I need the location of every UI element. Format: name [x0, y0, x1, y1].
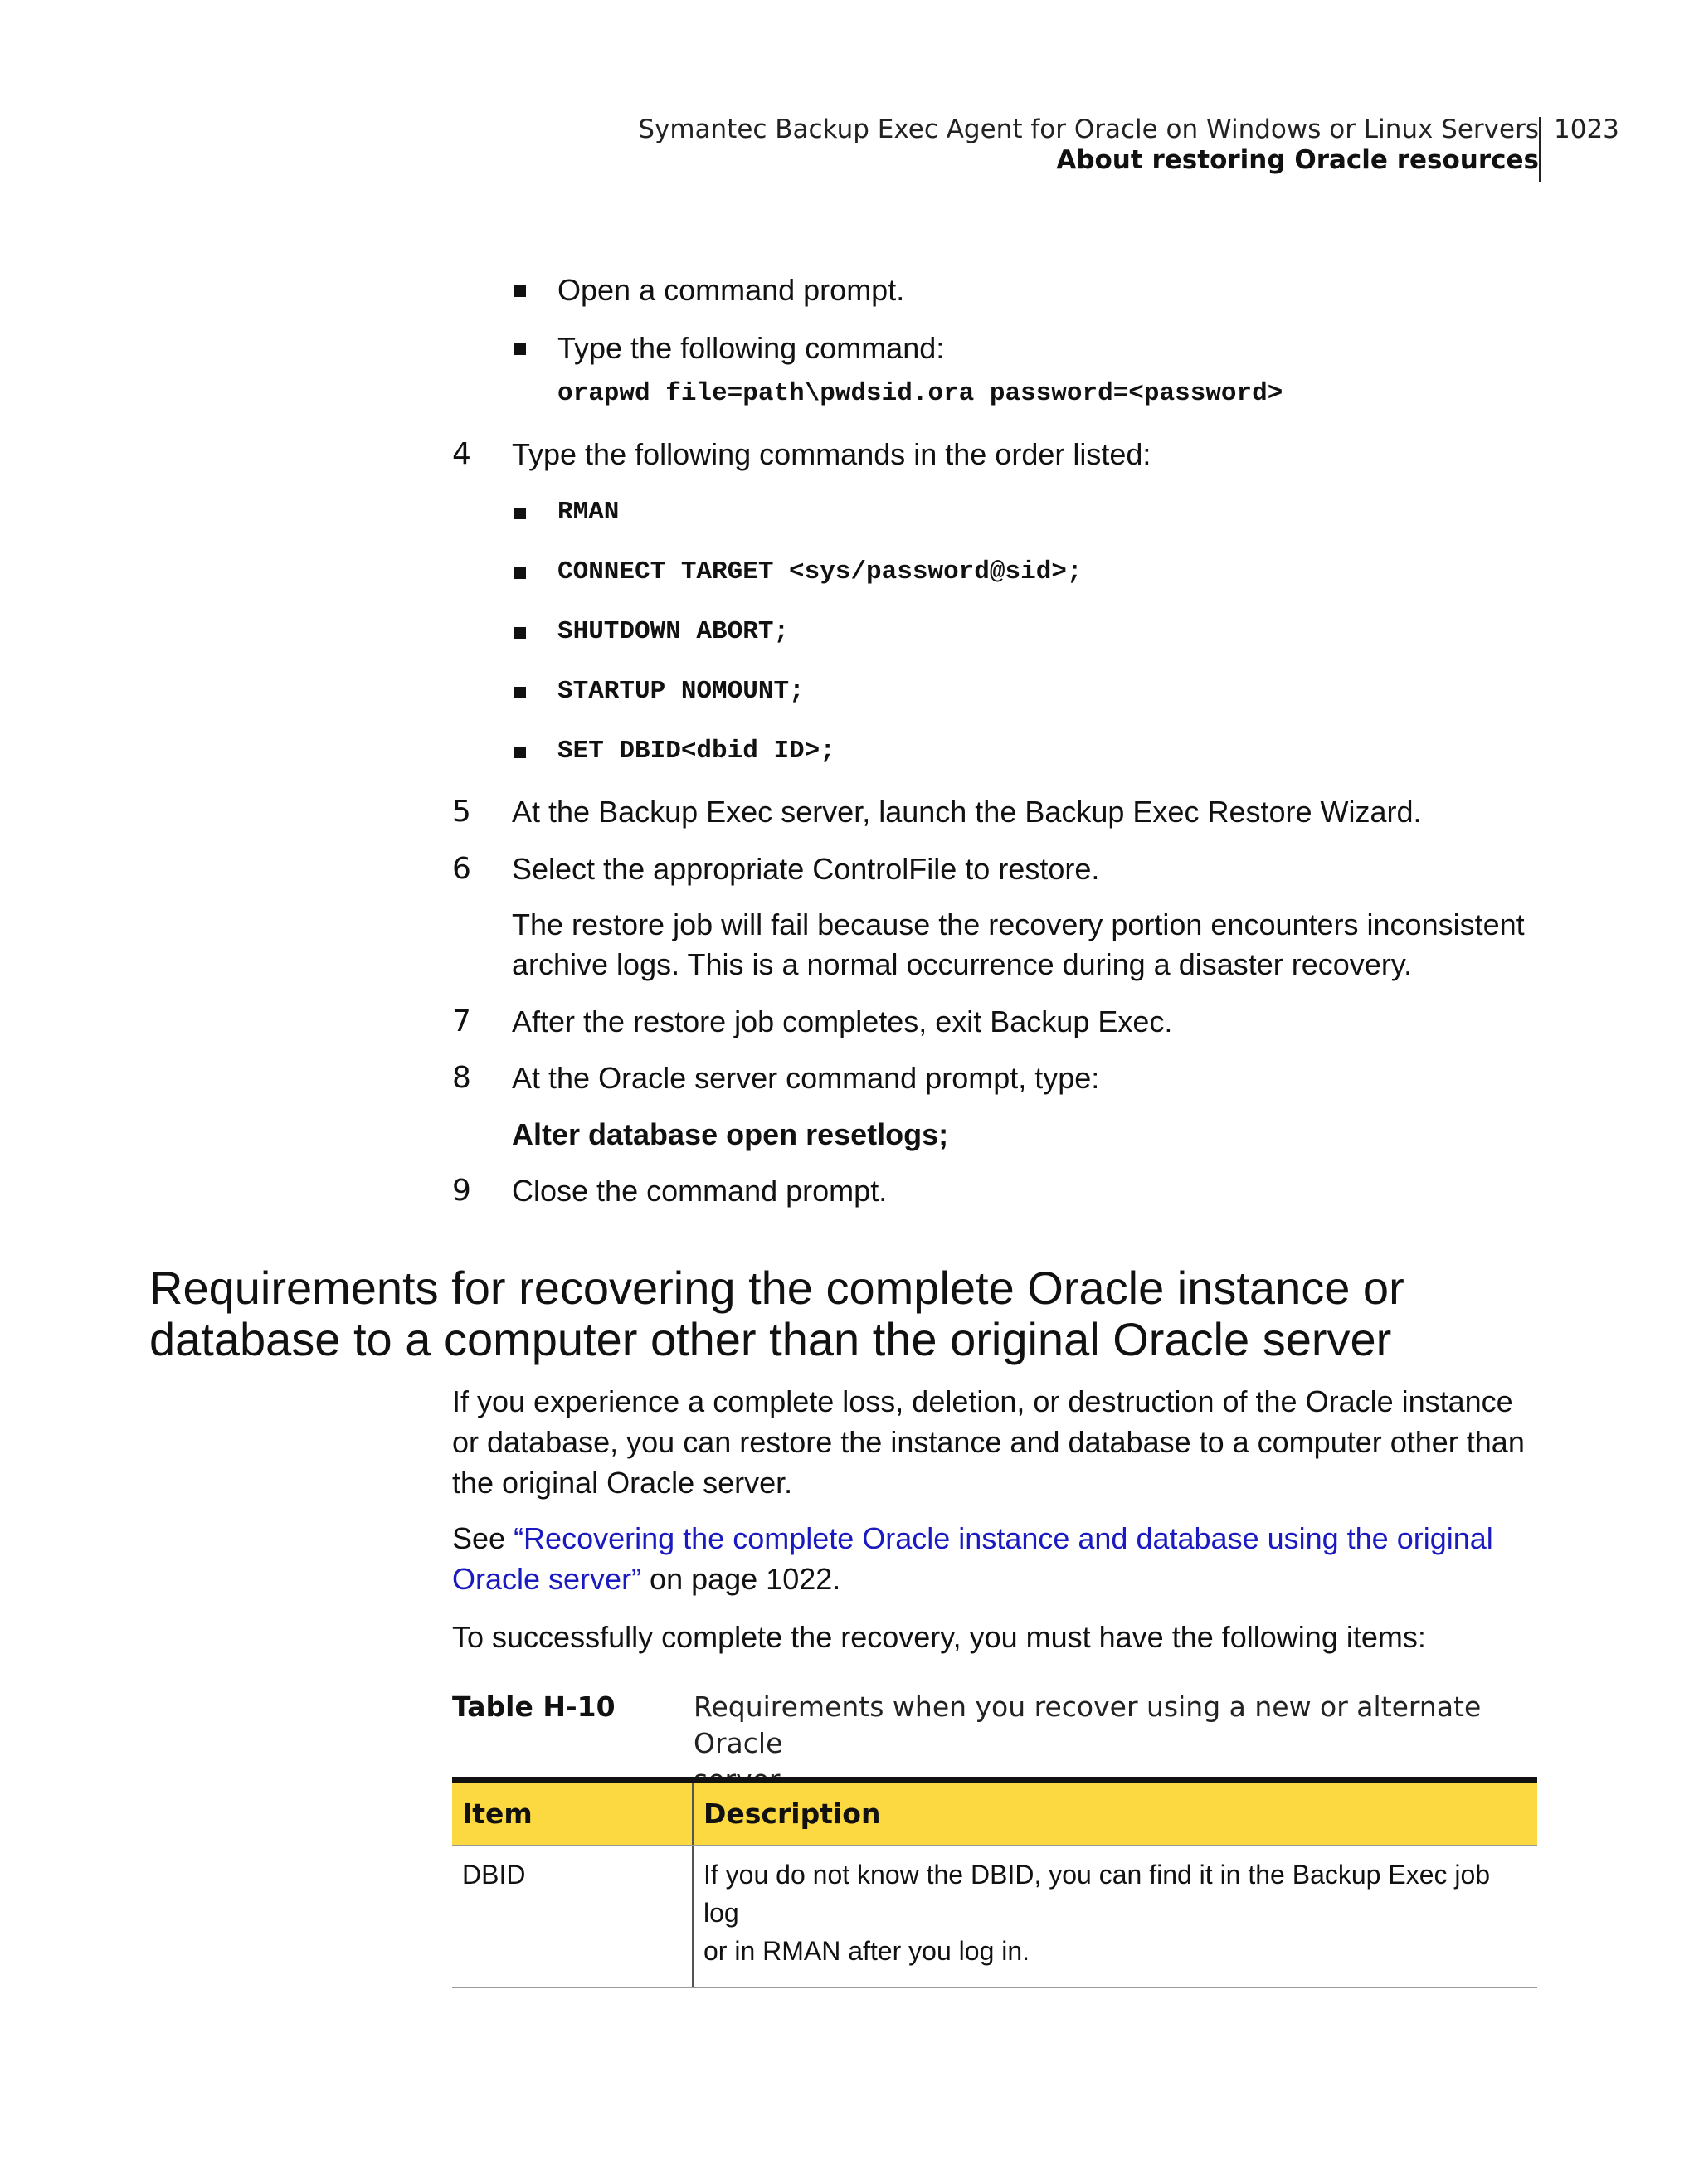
- step-text: Select the appropriate ControlFile to restore.: [512, 852, 1100, 886]
- bullet-icon: [514, 343, 526, 355]
- step-text: At the Oracle server command prompt, type:: [512, 1061, 1100, 1095]
- see-suffix: on page 1022.: [641, 1562, 841, 1596]
- cell-line: If you do not know the DBID, you can find it in the Backup Exec job log: [703, 1860, 1491, 1928]
- bullet-item: Open a command prompt.: [557, 273, 905, 307]
- table-header-row: [452, 1783, 1537, 1846]
- rman-command: STARTUP NOMOUNT;: [557, 677, 805, 706]
- cross-reference-link[interactable]: Oracle server”: [452, 1562, 642, 1596]
- intro-paragraph: [452, 1381, 1547, 1503]
- cell-line: or in RMAN after you log in.: [703, 1936, 1030, 1966]
- bullet-item: Type the following command:: [557, 331, 945, 365]
- step-number: 6: [452, 852, 471, 886]
- header-subtitle: About restoring Oracle resources: [1056, 145, 1539, 175]
- running-header: [626, 114, 1539, 176]
- rman-command: CONNECT TARGET <sys/password@sid>;: [557, 557, 1083, 586]
- step-number: 4: [452, 437, 471, 471]
- column-header-item: Item: [452, 1783, 694, 1845]
- step-text: Type the following commands in the order listed:: [512, 437, 1151, 471]
- step-note: archive logs. This is a normal occurrence during a disaster recovery.: [512, 947, 1413, 981]
- caption-line: Requirements when you recover using a new or alternate Oracle: [694, 1690, 1482, 1759]
- table-label: Table H-10: [452, 1690, 616, 1723]
- bullet-icon: [514, 285, 526, 297]
- cross-reference-link[interactable]: “Recovering the complete Oracle instance and database using the original: [514, 1521, 1493, 1555]
- bullet-icon: [514, 687, 526, 698]
- rman-command: SHUTDOWN ABORT;: [557, 617, 790, 646]
- step-number: 5: [452, 795, 471, 829]
- step-text: At the Backup Exec server, launch the Backup Exec Restore Wizard.: [512, 795, 1422, 829]
- paragraph-line: or database, you can restore the instance and database to a computer other than: [452, 1425, 1525, 1459]
- cell-item: DBID: [452, 1846, 694, 1987]
- command-text: Alter database open resetlogs;: [512, 1117, 949, 1151]
- heading-line: database to a computer other than the original Oracle server: [149, 1313, 1392, 1365]
- header-title: Symantec Backup Exec Agent for Oracle on Windows or Linux Servers: [638, 114, 1539, 144]
- table-row: [452, 1846, 1537, 1988]
- paragraph-line: the original Oracle server.: [452, 1466, 793, 1500]
- cell-description: [694, 1846, 1537, 1987]
- step-text: After the restore job completes, exit Backup Exec.: [512, 1004, 1173, 1038]
- rman-command: RMAN: [557, 498, 620, 527]
- rman-command: SET DBID<dbid ID>;: [557, 737, 835, 766]
- see-reference: [452, 1518, 1547, 1599]
- heading-line: Requirements for recovering the complete Oracle instance or: [149, 1262, 1404, 1314]
- bullet-icon: [514, 567, 526, 579]
- see-prefix: See: [452, 1521, 514, 1555]
- bullet-icon: [514, 508, 526, 519]
- bullet-icon: [514, 747, 526, 758]
- page-number: 1023: [1554, 114, 1619, 144]
- paragraph-line: If you experience a complete loss, deletion, or destruction of the Oracle instance: [452, 1384, 1513, 1418]
- column-header-description: Description: [703, 1797, 881, 1830]
- items-intro: To successfully complete the recovery, you must have the following items:: [452, 1620, 1426, 1654]
- table-top-rule: [452, 1777, 1537, 1783]
- step-text: Close the command prompt.: [512, 1174, 888, 1208]
- requirements-table: [452, 1777, 1537, 1988]
- step-number: 9: [452, 1174, 471, 1208]
- header-divider: [1539, 117, 1541, 182]
- section-heading: [149, 1262, 1643, 1365]
- bullet-icon: [514, 627, 526, 639]
- step-number: 8: [452, 1061, 471, 1095]
- code-line: orapwd file=path\pwdsid.ora password=<password>: [557, 379, 1283, 408]
- step-number: 7: [452, 1004, 471, 1038]
- step-note: The restore job will fail because the recovery portion encounters inconsistent: [512, 907, 1525, 941]
